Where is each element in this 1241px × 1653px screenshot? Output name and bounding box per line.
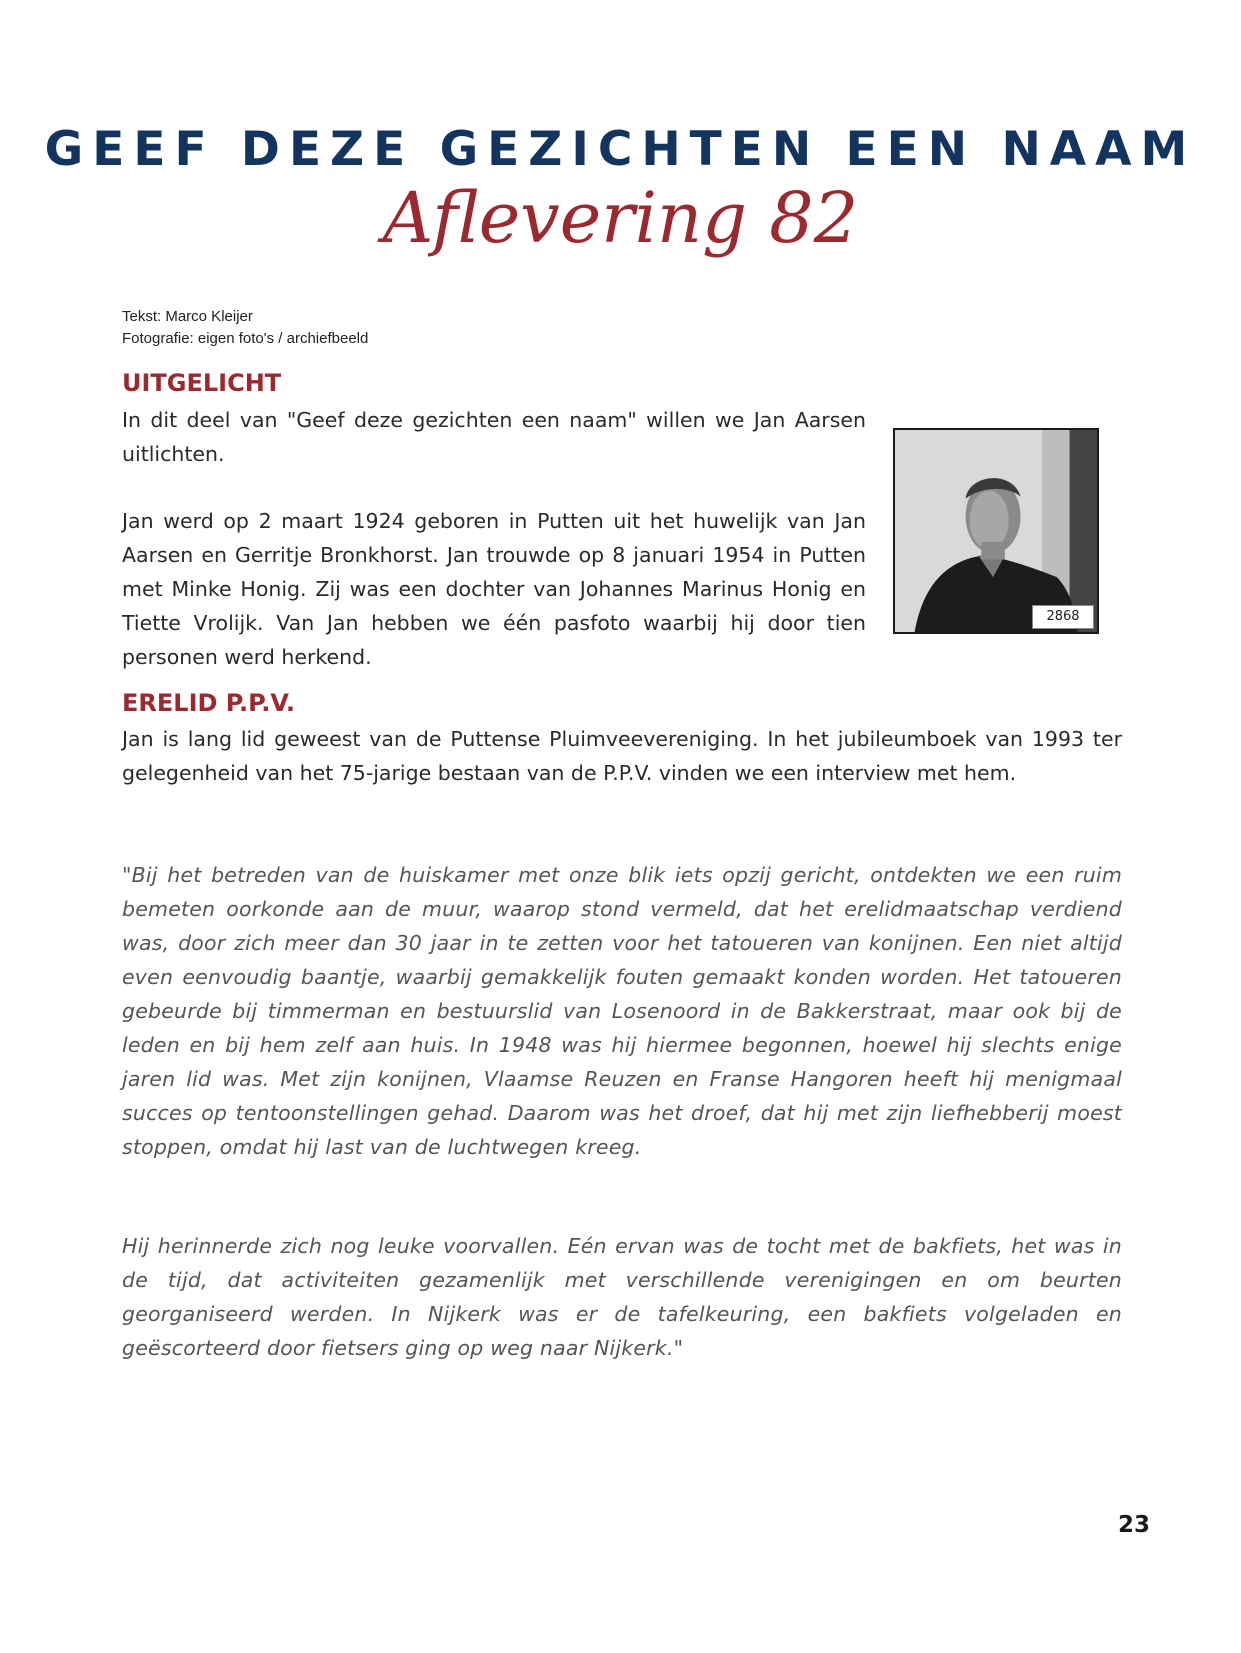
photo-number-label: 2868	[1032, 605, 1094, 629]
intro-paragraph: In dit deel van "Geef deze gezichten een naam" willen we Jan Aarsen uitlichten.	[122, 408, 866, 466]
membership-paragraph: Jan is lang lid geweest van de Puttense Pluimveevereniging. In het jubileumboek van 1993 ter gelegenheid van het 75-jarige bestaan van de P.P.V. vinden we een interview met hem.	[122, 727, 1122, 785]
credits	[122, 306, 368, 350]
credit-photo: Fotografie: eigen foto's / archiefbeeld	[122, 330, 369, 347]
portrait-photo	[893, 428, 1099, 634]
anecdote-quote-paragraph: Hij herinnerde zich nog leuke voorvallen. Eén ervan was de tocht met de bakfiets, het was in de tijd, dat activiteiten gezamenlijk met verschillende verenigingen en om beurten georganiseerd werden. In Nijkerk was er de tafelkeuring, een bakfiets volgeladen en geëscorteerd door fietsers ging op weg naar Nijkerk."	[122, 1234, 1122, 1360]
biography-paragraph: Jan werd op 2 maart 1924 geboren in Putten uit het huwelijk van Jan Aarsen en Gerritje Bronkhorst. Jan trouwde op 8 januari 1954 in Putten met Minke Honig. Zij was een dochter van Johannes Marinus Honig en Tiette Vrolijk. Van Jan hebben we één pasfoto waarbij hij door tien personen werd herkend.	[122, 509, 866, 669]
episode-subtitle: Aflevering 82	[382, 177, 859, 259]
credit-text: Tekst: Marco Kleijer	[122, 308, 253, 325]
interview-quote-paragraph: "Bij het betreden van de huiskamer met onze blik iets opzij gericht, ontdekten we een ruim bemeten oorkonde aan de muur, waarop stond vermeld, dat het erelidmaatschap verdiend was, door zich meer dan 30 jaar in te zetten voor het tatoueren van konijnen. Een niet altijd even eenvoudig baantje, waarbij gemakkelijk fouten gemaakt konden worden. Het tatoueren gebeurde bij timmerman en bestuurslid van Losenoord in de Bakkerstraat, maar ook bij de leden en bij hem zelf aan huis. In 1948 was hij hiermee begonnen, hoewel hij slechts enige jaren lid was. Met zijn konijnen, Vlaamse Reuzen en Franse Hangoren heeft hij menigmaal succes op tentoonstellingen gehad. Daarom was het droef, dat hij met zijn liefhebberij moest stoppen, omdat hij last van de luchtwegen kreeg.	[122, 863, 1122, 1159]
heading-erelid: ERELID P.P.V.	[122, 689, 295, 717]
heading-uitgelicht: UITGELICHT	[122, 369, 282, 397]
page-title: GEEF DEZE GEZICHTEN EEN NAAM	[44, 122, 1197, 177]
portrait-image	[895, 430, 1097, 632]
page-number: 23	[1117, 1512, 1150, 1538]
